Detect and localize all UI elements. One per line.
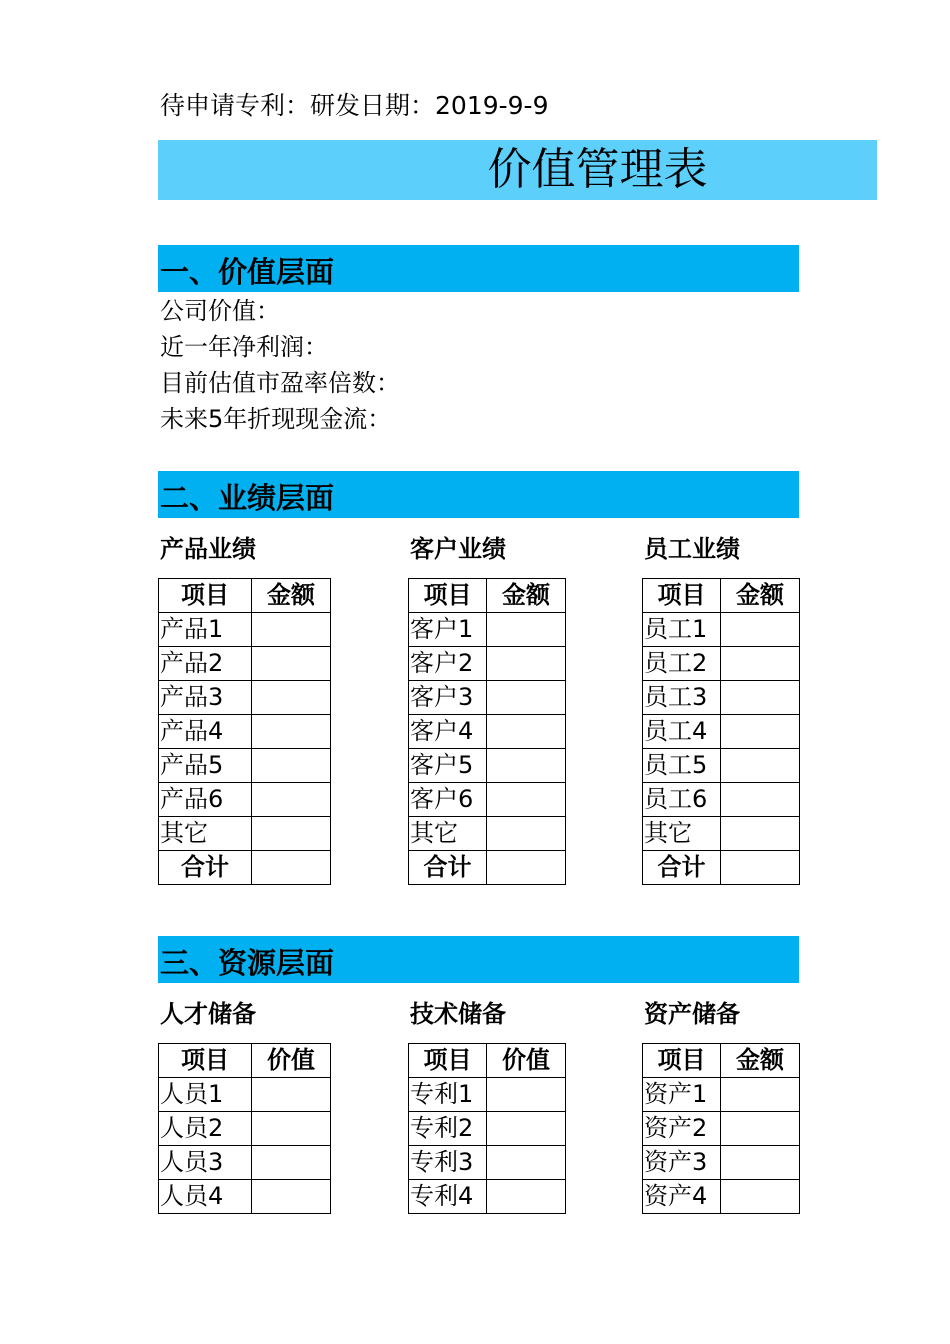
row-label: 资产2 bbox=[643, 1112, 721, 1146]
value-cell[interactable] bbox=[252, 1146, 331, 1180]
field-dcf: 未来5年折现现金流： bbox=[160, 405, 392, 433]
row-label: 专利1 bbox=[409, 1078, 487, 1112]
row-label: 人员3 bbox=[159, 1146, 252, 1180]
talent-reserve-table bbox=[158, 1043, 331, 1214]
amount-cell[interactable] bbox=[487, 715, 566, 749]
table-row bbox=[159, 783, 331, 817]
table-row bbox=[159, 749, 331, 783]
header-item: 项目 bbox=[643, 579, 721, 613]
amount-cell[interactable] bbox=[721, 647, 800, 681]
table-row bbox=[643, 1146, 800, 1180]
table-row bbox=[643, 647, 800, 681]
row-label: 客户2 bbox=[409, 647, 487, 681]
row-label: 员工4 bbox=[643, 715, 721, 749]
row-label: 客户4 bbox=[409, 715, 487, 749]
section-value-heading: 一、价值层面 bbox=[158, 245, 799, 292]
amount-cell[interactable] bbox=[252, 749, 331, 783]
table-row bbox=[643, 1180, 800, 1214]
table-row bbox=[409, 783, 566, 817]
header-amount: 金额 bbox=[721, 579, 800, 613]
table-row bbox=[159, 715, 331, 749]
row-label: 专利3 bbox=[409, 1146, 487, 1180]
amount-cell[interactable] bbox=[721, 613, 800, 647]
amount-cell[interactable] bbox=[721, 681, 800, 715]
table-row bbox=[643, 1078, 800, 1112]
header-amount: 金额 bbox=[721, 1044, 800, 1078]
table-row bbox=[643, 817, 800, 851]
header-item: 项目 bbox=[409, 579, 487, 613]
row-label: 其它 bbox=[643, 817, 721, 851]
amount-cell[interactable] bbox=[252, 817, 331, 851]
table-row bbox=[159, 613, 331, 647]
header-item: 项目 bbox=[643, 1044, 721, 1078]
table-row bbox=[643, 749, 800, 783]
table-row bbox=[643, 613, 800, 647]
field-net-profit: 近一年净利润： bbox=[160, 333, 328, 361]
row-label: 产品1 bbox=[159, 613, 252, 647]
table-row bbox=[159, 681, 331, 715]
total-cell[interactable] bbox=[487, 851, 566, 885]
header-value: 价值 bbox=[252, 1044, 331, 1078]
table-row bbox=[409, 1112, 566, 1146]
table-row bbox=[643, 715, 800, 749]
table-row bbox=[409, 647, 566, 681]
row-label: 客户6 bbox=[409, 783, 487, 817]
table-header-row bbox=[409, 1044, 566, 1078]
customer-performance-title: 客户业绩 bbox=[410, 535, 506, 563]
row-label: 产品4 bbox=[159, 715, 252, 749]
row-label: 产品3 bbox=[159, 681, 252, 715]
table-row bbox=[159, 1180, 331, 1214]
total-label: 合计 bbox=[159, 851, 252, 885]
amount-cell[interactable] bbox=[487, 613, 566, 647]
total-row bbox=[643, 851, 800, 885]
amount-cell[interactable] bbox=[487, 783, 566, 817]
tech-reserve-table bbox=[408, 1043, 566, 1214]
asset-reserve-table bbox=[642, 1043, 800, 1214]
total-cell[interactable] bbox=[252, 851, 331, 885]
table-header-row bbox=[643, 579, 800, 613]
row-label: 客户5 bbox=[409, 749, 487, 783]
value-cell[interactable] bbox=[487, 1180, 566, 1214]
employee-performance-title: 员工业绩 bbox=[644, 535, 740, 563]
total-row bbox=[409, 851, 566, 885]
table-row bbox=[409, 817, 566, 851]
amount-cell[interactable] bbox=[721, 1146, 800, 1180]
table-row bbox=[409, 1146, 566, 1180]
tech-reserve-title: 技术储备 bbox=[410, 1000, 506, 1028]
table-row bbox=[159, 1078, 331, 1112]
value-cell[interactable] bbox=[487, 1112, 566, 1146]
talent-reserve-title: 人才储备 bbox=[160, 1000, 256, 1028]
row-label: 人员1 bbox=[159, 1078, 252, 1112]
header-amount: 金额 bbox=[252, 579, 331, 613]
header-amount: 金额 bbox=[487, 579, 566, 613]
row-label: 其它 bbox=[409, 817, 487, 851]
total-label: 合计 bbox=[409, 851, 487, 885]
row-label: 产品2 bbox=[159, 647, 252, 681]
field-company-value: 公司价值： bbox=[160, 297, 280, 325]
amount-cell[interactable] bbox=[487, 817, 566, 851]
total-row bbox=[159, 851, 331, 885]
employee-performance-table bbox=[642, 578, 800, 885]
table-row bbox=[159, 1146, 331, 1180]
row-label: 员工2 bbox=[643, 647, 721, 681]
customer-performance-table bbox=[408, 578, 566, 885]
header-value: 价值 bbox=[487, 1044, 566, 1078]
value-cell[interactable] bbox=[252, 1112, 331, 1146]
row-label: 专利4 bbox=[409, 1180, 487, 1214]
section-performance-heading: 二、业绩层面 bbox=[158, 471, 799, 518]
table-row bbox=[159, 647, 331, 681]
table-row bbox=[409, 613, 566, 647]
value-cell[interactable] bbox=[487, 1146, 566, 1180]
row-label: 员工1 bbox=[643, 613, 721, 647]
header-item: 项目 bbox=[159, 1044, 252, 1078]
table-row bbox=[643, 1112, 800, 1146]
page-title: 价值管理表 bbox=[158, 140, 877, 200]
product-performance-table bbox=[158, 578, 331, 885]
table-row bbox=[643, 783, 800, 817]
row-label: 产品6 bbox=[159, 783, 252, 817]
row-label: 其它 bbox=[159, 817, 252, 851]
table-row bbox=[643, 681, 800, 715]
row-label: 资产4 bbox=[643, 1180, 721, 1214]
row-label: 客户3 bbox=[409, 681, 487, 715]
amount-cell[interactable] bbox=[252, 681, 331, 715]
amount-cell[interactable] bbox=[721, 1078, 800, 1112]
section-resources-heading: 三、资源层面 bbox=[158, 936, 799, 983]
amount-cell[interactable] bbox=[487, 681, 566, 715]
table-row bbox=[159, 1112, 331, 1146]
asset-reserve-title: 资产储备 bbox=[644, 1000, 740, 1028]
amount-cell[interactable] bbox=[721, 749, 800, 783]
row-label: 客户1 bbox=[409, 613, 487, 647]
total-cell[interactable] bbox=[721, 851, 800, 885]
table-row bbox=[409, 681, 566, 715]
row-label: 资产3 bbox=[643, 1146, 721, 1180]
row-label: 人员2 bbox=[159, 1112, 252, 1146]
table-header-row bbox=[409, 579, 566, 613]
header-item: 项目 bbox=[159, 579, 252, 613]
amount-cell[interactable] bbox=[252, 783, 331, 817]
table-row bbox=[159, 817, 331, 851]
row-label: 产品5 bbox=[159, 749, 252, 783]
table-header-row bbox=[159, 579, 331, 613]
table-row bbox=[409, 715, 566, 749]
product-performance-title: 产品业绩 bbox=[160, 535, 256, 563]
value-cell[interactable] bbox=[487, 1078, 566, 1112]
table-row bbox=[409, 749, 566, 783]
row-label: 专利2 bbox=[409, 1112, 487, 1146]
field-pe-multiple: 目前估值市盈率倍数： bbox=[160, 369, 400, 397]
amount-cell[interactable] bbox=[252, 715, 331, 749]
value-cell[interactable] bbox=[252, 1180, 331, 1214]
table-header-row bbox=[643, 1044, 800, 1078]
amount-cell[interactable] bbox=[721, 715, 800, 749]
row-label: 员工5 bbox=[643, 749, 721, 783]
amount-cell[interactable] bbox=[721, 817, 800, 851]
table-header-row bbox=[159, 1044, 331, 1078]
row-label: 员工3 bbox=[643, 681, 721, 715]
amount-cell[interactable] bbox=[721, 1112, 800, 1146]
amount-cell[interactable] bbox=[252, 613, 331, 647]
amount-cell[interactable] bbox=[721, 1180, 800, 1214]
row-label: 资产1 bbox=[643, 1078, 721, 1112]
total-label: 合计 bbox=[643, 851, 721, 885]
header-item: 项目 bbox=[409, 1044, 487, 1078]
amount-cell[interactable] bbox=[487, 647, 566, 681]
row-label: 人员4 bbox=[159, 1180, 252, 1214]
amount-cell[interactable] bbox=[252, 647, 331, 681]
row-label: 员工6 bbox=[643, 783, 721, 817]
amount-cell[interactable] bbox=[487, 749, 566, 783]
value-cell[interactable] bbox=[252, 1078, 331, 1112]
table-row bbox=[409, 1180, 566, 1214]
amount-cell[interactable] bbox=[721, 783, 800, 817]
patent-date-line: 待申请专利：研发日期：2019-9-9 bbox=[160, 91, 549, 120]
table-row bbox=[409, 1078, 566, 1112]
